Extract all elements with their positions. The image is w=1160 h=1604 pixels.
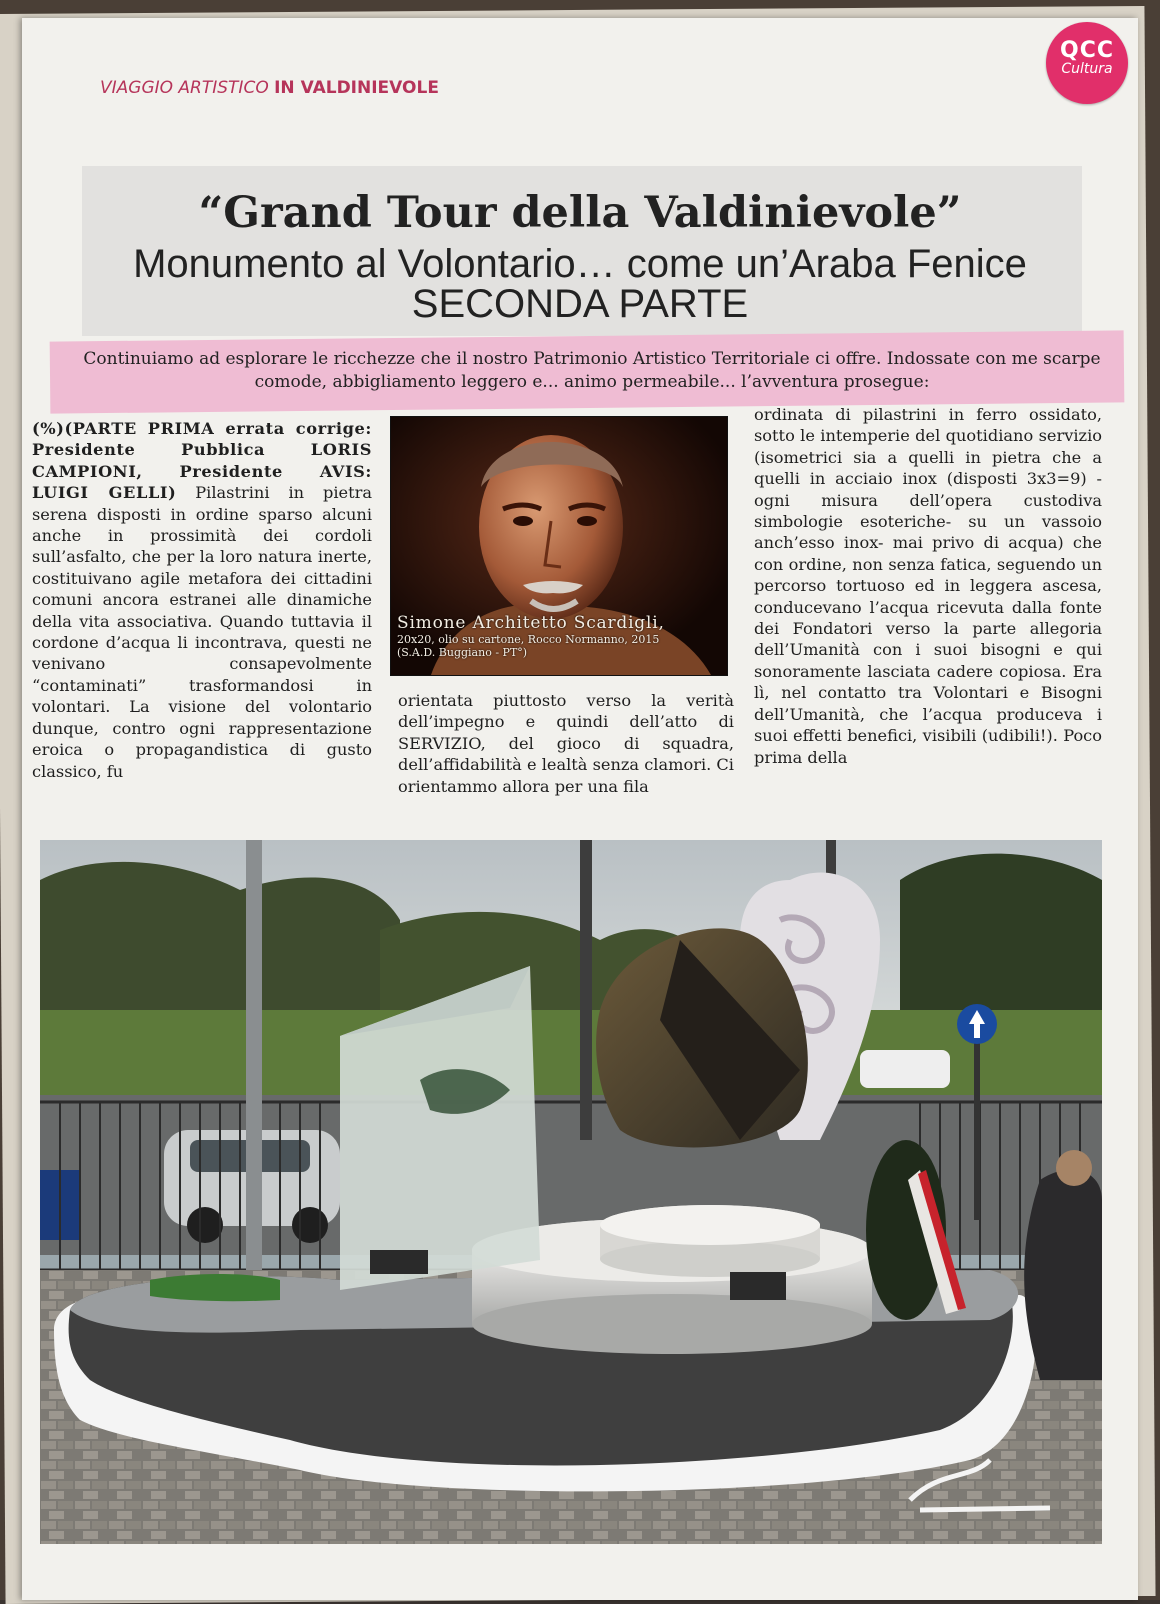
caption-details: 20x20, olio su cartone, Rocco Normanno, 2015 — [397, 633, 660, 646]
intro-line-1: Continuiamo ad esplorare le ricchezze che il nostro Patrimonio Artistico Territoriale ci offre. Indossate con me scarpe — [83, 349, 1101, 369]
caption-name: Simone Architetto Scardigli, — [397, 613, 665, 633]
portrait-caption — [397, 613, 725, 659]
monument-scene — [40, 840, 1102, 1544]
section-header-prefix: VIAGGIO ARTISTICO — [100, 78, 275, 98]
errata-corrige: (%)(PARTE PRIMA errata corrige: Presidente Pubblica LORIS CAMPIONI, Presidente AVIS: LUIGI GELLI) — [32, 419, 372, 503]
article-title: “Grand Tour della Valdinievole” — [198, 188, 962, 238]
badge-line2: Cultura — [1061, 61, 1113, 77]
section-header-emph: IN VALDINIEVOLE — [274, 78, 439, 98]
article-part-label: SECONDA PARTE — [411, 282, 749, 326]
column-2-text: orientata piuttosto verso la verità dell’impegno e quindi dell’atto di SERVIZIO, del gioco di squadra, dell’affidabilità e lealtà senza clamori. Ci orientammo allora per una fila — [398, 691, 734, 796]
caption-location: (S.A.D. Buggiano - PT°) — [397, 646, 528, 659]
monument-photo — [40, 840, 1102, 1544]
section-header — [100, 78, 439, 98]
article-column-2 — [398, 690, 734, 797]
badge-line1: QCC — [1060, 38, 1114, 63]
portrait-painting — [390, 416, 728, 676]
intro-line-2: comode, abbigliamento leggero e... animo permeabile... l’avventura prosegue: — [254, 372, 930, 392]
article-column-1 — [32, 418, 372, 782]
magazine-page — [22, 18, 1138, 1600]
qcc-cultura-badge — [1046, 22, 1128, 104]
article-column-3 — [754, 404, 1102, 768]
article-subtitle: Monumento al Volontario… come un’Araba Fenice — [133, 242, 1027, 286]
column-3-text: ordinata di pilastrini in ferro ossidato, sotto le intemperie del quotidiano servizio (isometrici sia a quelli in pietra che a quelli in acciaio inox (disposti 3x3=9) -ogni misura dell’opera custodiva simbologie esoteriche- su un vassoio anch’esso inox- mai privo di acqua) che con ordine, non senza fatica, seguendo un percorso tortuoso ed in leggera ascesa, conducevano l’acqua ricevuta dalla fonte dei Fondatori verso la parte allegoria dell’Umanità con i suoi bisogni e qui sonoramente lasciata cadere copiosa. Era lì, nel contatto tra Volontari e Bisogni dell’Umanità, che l’acqua produceva i suoi effetti benefici, visibili (udibili!). Poco prima della — [754, 405, 1102, 767]
column-1-text: Pilastrini in pietra serena disposti in ordine sparso alcuni anche in prossimità dei cordoli sull’asfalto, che per la loro natura inerte, costituivano agile metafora dei cittadini comuni ancora estranei alle dinamiche della vita associativa. Quando tuttavia il cordone d’acqua li incontrava, questi ne venivano consapevolmente “contaminati” trasformandosi in volontari. La visione del volontario dunque, contro ogni rappresentazione eroica o propagandistica di gusto classico, fu — [32, 483, 372, 781]
intro-paragraph — [62, 348, 1122, 394]
